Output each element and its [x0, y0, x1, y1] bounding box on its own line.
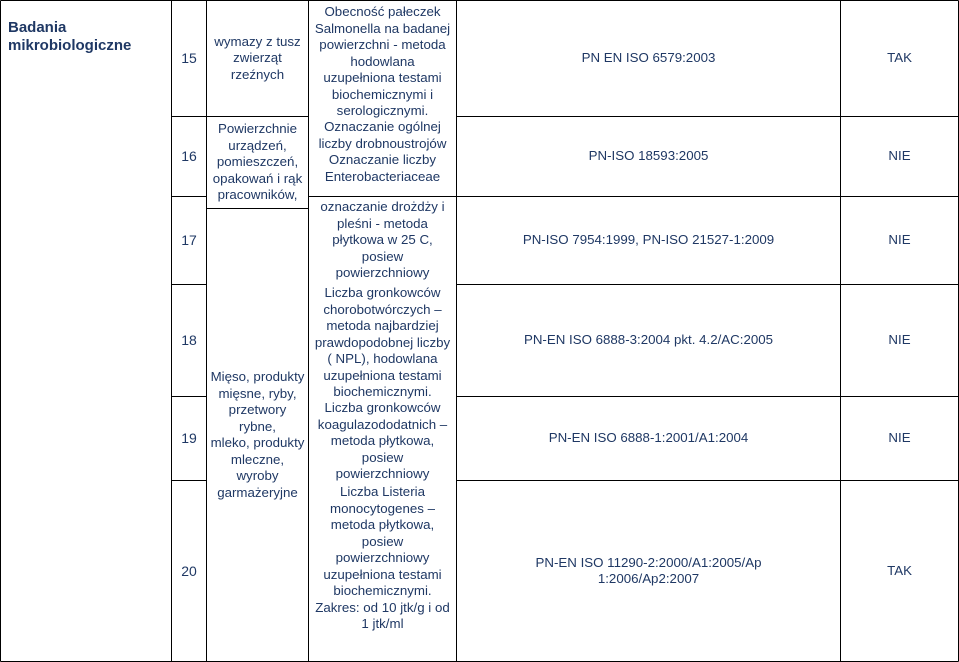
- material-cell: Powierzchnie urządzeń, pomieszczeń, opakowań i rąk pracowników,: [212, 121, 303, 203]
- standard-cell: PN-EN ISO 6888-3:2004 pkt. 4.2/AC:2005: [523, 332, 774, 348]
- row-number: 19: [181, 430, 197, 447]
- method-cell: Liczba gronkowców koagulazododatnich – metoda płytkowa, posiew powierzchniowy: [317, 400, 448, 481]
- method-cell: Obecność pałeczek Salmonella na badanej powierzchni - metoda hodowlana uzupełniona testami biochemicznymi i serologicznymi.: [314, 4, 451, 118]
- material-cell: wymazy z tusz zwierząt rzeźnych: [214, 33, 301, 82]
- category-label: Badania mikrobiologiczne: [8, 19, 132, 54]
- material-cell: Mięso, produkty mięsne, ryby, przetwory rybne, mleko, produkty mleczne, wyroby garmażeryjne: [210, 369, 305, 500]
- standard-cell: PN-EN ISO 11290-2:2000/A1:2005/Ap 1:2006/Ap2:2007: [535, 554, 762, 586]
- standard-cell: PN EN ISO 6579:2003: [581, 50, 716, 66]
- row-number: 17: [181, 232, 197, 249]
- row-number: 16: [181, 148, 197, 165]
- accredited-cell: NIE: [888, 232, 911, 248]
- accredited-cell: NIE: [888, 332, 911, 348]
- method-cell: Liczba Listeria monocytogenes – metoda płytkowa, posiew powierzchniowy uzupełniona testami biochemicznymi. Zakres: od 10 jtk/g i od 1 jtk/ml: [315, 484, 450, 631]
- accredited-cell: NIE: [888, 430, 911, 446]
- row-number: 20: [181, 562, 197, 579]
- row-number: 18: [181, 332, 197, 349]
- accredited-cell: NIE: [888, 148, 911, 164]
- standard-cell: PN-EN ISO 6888-1:2001/A1:2004: [548, 430, 749, 446]
- accredited-cell: TAK: [887, 50, 912, 66]
- accredited-cell: TAK: [887, 562, 912, 578]
- method-cell: Liczba gronkowców chorobotwórczych – metoda najbardziej prawdopodobnej liczby ( NPL), hodowlana uzupełniona testami biochemicznymi.: [314, 285, 451, 399]
- method-cell: Oznaczanie ogólnej liczby drobnoustrojów Oznaczanie liczby Enterobacteriaceae: [318, 119, 447, 184]
- method-cell: oznaczanie drożdży i pleśni - metoda płytkowa w 25 C, posiew powierzchniowy: [320, 199, 445, 280]
- standard-cell: PN-ISO 7954:1999, PN-ISO 21527-1:2009: [522, 232, 775, 248]
- row-number: 15: [181, 50, 197, 67]
- standard-cell: PN-ISO 18593:2005: [588, 148, 709, 164]
